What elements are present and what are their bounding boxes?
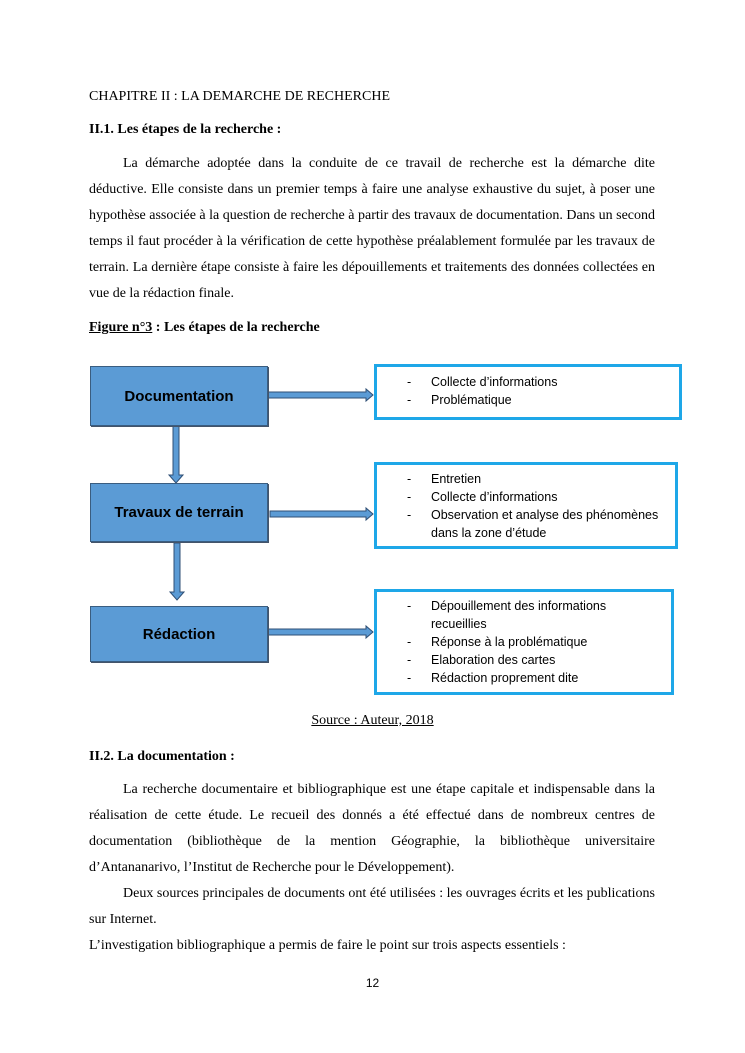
paragraph-methodology: La démarche adoptée dans la conduite de ce travail de recherche est la démarche dite déductive. Elle consiste dans un premier temps à faire une analyse exhaustive du sujet, à poser une hypothèse associée à la question de recherche à partir des travaux de documentation. Dans un second temps il faut procéder à la vérification de cette hypothèse préalablement formulée par les travaux de terrain. La dernière étape consiste à faire les dépouillements et traitements des données collectées en vue de la rédaction finale.	[89, 156, 656, 301]
panel-item: - Dépouillement des informations recueillies	[407, 597, 663, 633]
stage-label: Documentation	[124, 387, 234, 405]
panel-redaction	[374, 589, 674, 695]
paragraph-documentation: La recherche documentaire et bibliographique est une étape capitale et indispensable dans la réalisation de cette étude. Le recueil des donnés a été effectué dans de nombreux centres de documentation (bibliothèque de la mention Géographie, la bibliothèque universitaire d’Antananarivo, l’Institut de Recherche pour le Développement).	[89, 782, 655, 875]
chapter-title: CHAPITRE II : LA DEMARCHE DE RECHERCHE	[89, 89, 390, 104]
stage-label: Travaux de terrain	[114, 504, 244, 521]
arrow-down-2	[170, 543, 184, 600]
arrow-down-1	[169, 426, 183, 483]
section-heading-1: II.1. Les étapes de la recherche :	[89, 122, 282, 137]
stage-label: Rédaction	[142, 625, 216, 643]
panel-item: - Collecte d’informations	[407, 373, 671, 391]
panel-terrain	[374, 462, 678, 549]
stage-box-redaction	[90, 606, 268, 662]
stage-box-terrain	[90, 483, 268, 542]
paragraph-sources: Deux sources principales de documents ont été utilisées : les ouvrages écrits et les publications sur Internet.	[89, 886, 655, 927]
stage-box-documentation	[90, 366, 268, 426]
panel-documentation	[374, 364, 682, 420]
panel-item: - Elaboration des cartes	[407, 651, 663, 669]
arrow-redaction-right	[268, 626, 373, 638]
figure-source	[0, 713, 745, 729]
arrow-doc-right	[268, 389, 373, 401]
page-number: 12	[365, 976, 380, 990]
figure-label: Figure n°3	[89, 320, 153, 335]
panel-item: - Collecte d’informations	[407, 488, 667, 506]
paragraph-investigation: L’investigation bibliographique a permis de faire le point sur trois aspects essentiels :	[89, 938, 566, 953]
panel-item: - Observation et analyse des phénomènes dans la zone d’étude	[407, 506, 667, 542]
panel-item: - Rédaction proprement dite	[407, 669, 663, 687]
panel-item: - Problématique	[407, 391, 671, 409]
section-heading-2: II.2. La documentation :	[89, 749, 235, 764]
figure-source-text: Source : Auteur, 2018	[311, 713, 434, 728]
figure-caption-text: : Les étapes de la recherche	[152, 320, 320, 335]
panel-item: - Réponse à la problématique	[407, 633, 663, 651]
arrow-terrain-right	[270, 508, 373, 520]
panel-item: - Entretien	[407, 470, 667, 488]
